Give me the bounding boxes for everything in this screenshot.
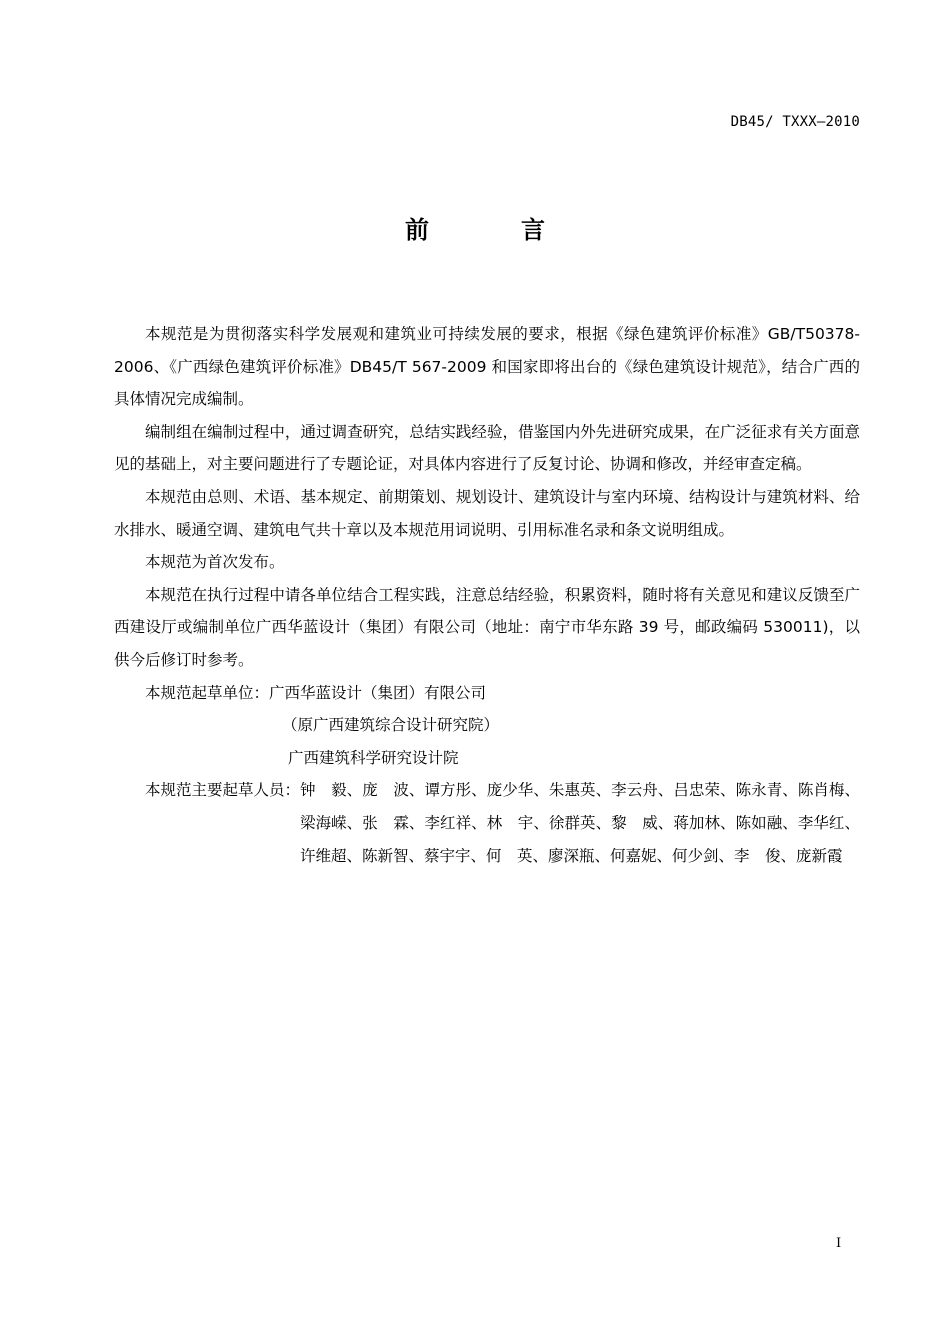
drafters-names: 钟 毅、庞 波、谭方彤、庞少华、朱惠英、李云舟、吕忠荣、陈永青、陈肖梅、梁海嵘、张 霖、李红祥、林 宇、徐群英、黎 威、蒋加林、陈如融、李华红、许维超、陈新智、蔡宇宇、何 英、廖深瓶、何嘉妮、何少剑、李 俊、庞新霞	[300, 781, 860, 865]
preface-body	[114, 318, 860, 872]
drafting-unit-1-note: （原广西建筑综合设计研究院）	[282, 716, 500, 735]
drafters-block	[114, 774, 860, 872]
drafting-unit-label: 本规范起草单位：	[145, 683, 270, 702]
paragraph-purpose: 本规范是为贯彻落实科学发展观和建筑业可持续发展的要求，根据《绿色建筑评价标准》GB/T50378-2006、《广西绿色建筑评价标准》DB45/T 567-2009 和国家即将出台的《绿色建筑设计规范》，结合广西的具体情况完成编制。	[114, 325, 860, 409]
drafting-unit-note-row	[114, 709, 860, 742]
page-title	[0, 210, 950, 245]
paragraph-first-release: 本规范为首次发布。	[145, 553, 285, 572]
drafting-unit-1: 广西华蓝设计（集团）有限公司	[269, 683, 487, 702]
drafting-unit-2: 广西建筑科学研究设计院	[288, 748, 459, 767]
page-number: I	[836, 1236, 842, 1251]
drafters-label: 本规范主要起草人员：	[145, 781, 301, 800]
title-char-qian: 前	[405, 216, 429, 244]
paragraph-contents: 本规范由总则、术语、基本规定、前期策划、规划设计、建筑设计与室内环境、结构设计与建筑材料、给水排水、暖通空调、建筑电气共十章以及本规范用词说明、引用标准名录和条文说明组成。	[114, 487, 860, 539]
drafting-unit-row	[114, 677, 860, 710]
document-code: DB45/ TXXX—2010	[730, 114, 860, 130]
paragraph-process: 编制组在编制过程中，通过调查研究，总结实践经验，借鉴国内外先进研究成果，在广泛征求有关方面意见的基础上，对主要问题进行了专题论证，对具体内容进行了反复讨论、协调和修改，并经审查定稿。	[114, 422, 860, 474]
title-char-yan: 言	[521, 216, 545, 244]
paragraph-feedback: 本规范在执行过程中请各单位结合工程实践，注意总结经验，积累资料，随时将有关意见和建议反馈至广西建设厅或编制单位广西华蓝设计（集团）有限公司（地址：南宁市华东路 39 号，邮政编码 530011)，以供今后修订时参考。	[114, 585, 860, 669]
drafting-unit-2-row	[114, 742, 860, 775]
